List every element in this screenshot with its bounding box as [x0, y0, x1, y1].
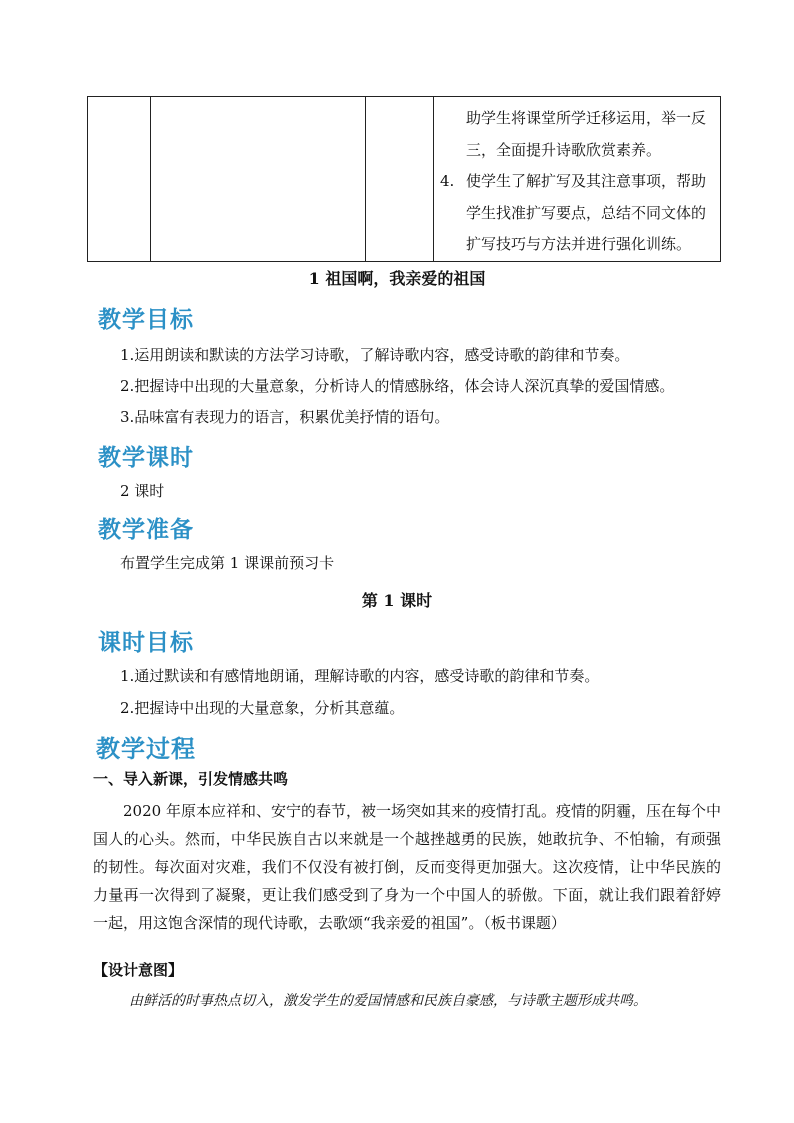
heading-teaching-process: 教学过程 — [96, 735, 196, 763]
table-line-text: 学生找准扩写要点，总结不同文体的 — [466, 203, 707, 222]
heading-session-goals: 课时目标 — [98, 630, 194, 656]
objectives-table-fragment — [87, 96, 721, 254]
table-cell-empty-3 — [366, 97, 434, 262]
step1-paragraph: 2020 年原本应祥和、安宁的春节，被一场突如其来的疫情打乱。疫情的阴霾，压在每个中国人的心头。然而，中华民族自古以来就是一个越挫越勇的民族，她敢抗争、不怕输，有顽强的韧性。每次面对灾难，我们不仅没有被打倒，反而变得更加强大。这次疫情，让中华民族的力量再一次得到了凝聚，更让我们感受到了身为一个中国人的骄傲。下面，就让我们跟着舒婷一起，用这饱含深情的现代诗歌，去歌颂“我亲爱的祖国”。（板书课题） — [93, 802, 721, 932]
teaching-hours-text: 2 课时 — [120, 482, 165, 500]
session-goal-item-1: 1.通过默读和有感情地朗诵，理解诗歌的内容，感受诗歌的韵律和节奏。 — [120, 667, 600, 685]
objectives-table — [87, 96, 721, 262]
table-line-text: 扩写技巧与方法并进行强化训练。 — [466, 235, 692, 253]
table-line — [440, 166, 712, 198]
table-line — [440, 198, 712, 230]
table-line-number: 4. — [440, 172, 455, 190]
heading-teaching-hours: 教学课时 — [98, 445, 194, 471]
table-line-text: 助学生将课堂所学迁移运用，举一反 — [466, 109, 707, 127]
lesson-title: 1 祖国啊，我亲爱的祖国 — [308, 269, 486, 288]
table-cell-empty-1 — [88, 97, 151, 262]
goal-item-2: 2.把握诗中出现的大量意象，分析诗人的情感脉络，体会诗人深沉真挚的爱国情感。 — [120, 377, 675, 395]
goal-item-3: 3.品味富有表现力的语言，积累优美抒情的语句。 — [120, 408, 450, 426]
table-cell-objectives — [434, 97, 721, 262]
table-cell-empty-2 — [151, 97, 366, 262]
table-line-text: 使学生了解扩写及其注意事项，帮助 — [466, 172, 707, 190]
goal-item-1: 1.运用朗读和默读的方法学习诗歌，了解诗歌内容，感受诗歌的韵律和节奏。 — [120, 346, 630, 364]
table-line-text: 三，全面提升诗歌欣赏素养。 — [466, 140, 662, 159]
session-title: 第 1 课时 — [361, 591, 433, 610]
step1-title: 一、导入新课，引发情感共鸣 — [93, 770, 289, 788]
teaching-prep-text: 布置学生完成第 1 课课前预习卡 — [120, 554, 335, 572]
table-line — [440, 103, 712, 135]
design-intent-label: 【设计意图】 — [93, 961, 184, 979]
design-intent-text: 由鲜活的时事热点切入，激发学生的爱国情感和民族自豪感，与诗歌主题形成共鸣。 — [129, 993, 647, 1009]
heading-teaching-goals: 教学目标 — [98, 307, 194, 333]
table-line — [440, 135, 712, 167]
heading-teaching-prep: 教学准备 — [98, 517, 194, 543]
table-line — [440, 229, 712, 261]
session-goal-item-2: 2.把握诗中出现的大量意象，分析其意蕴。 — [120, 699, 405, 717]
